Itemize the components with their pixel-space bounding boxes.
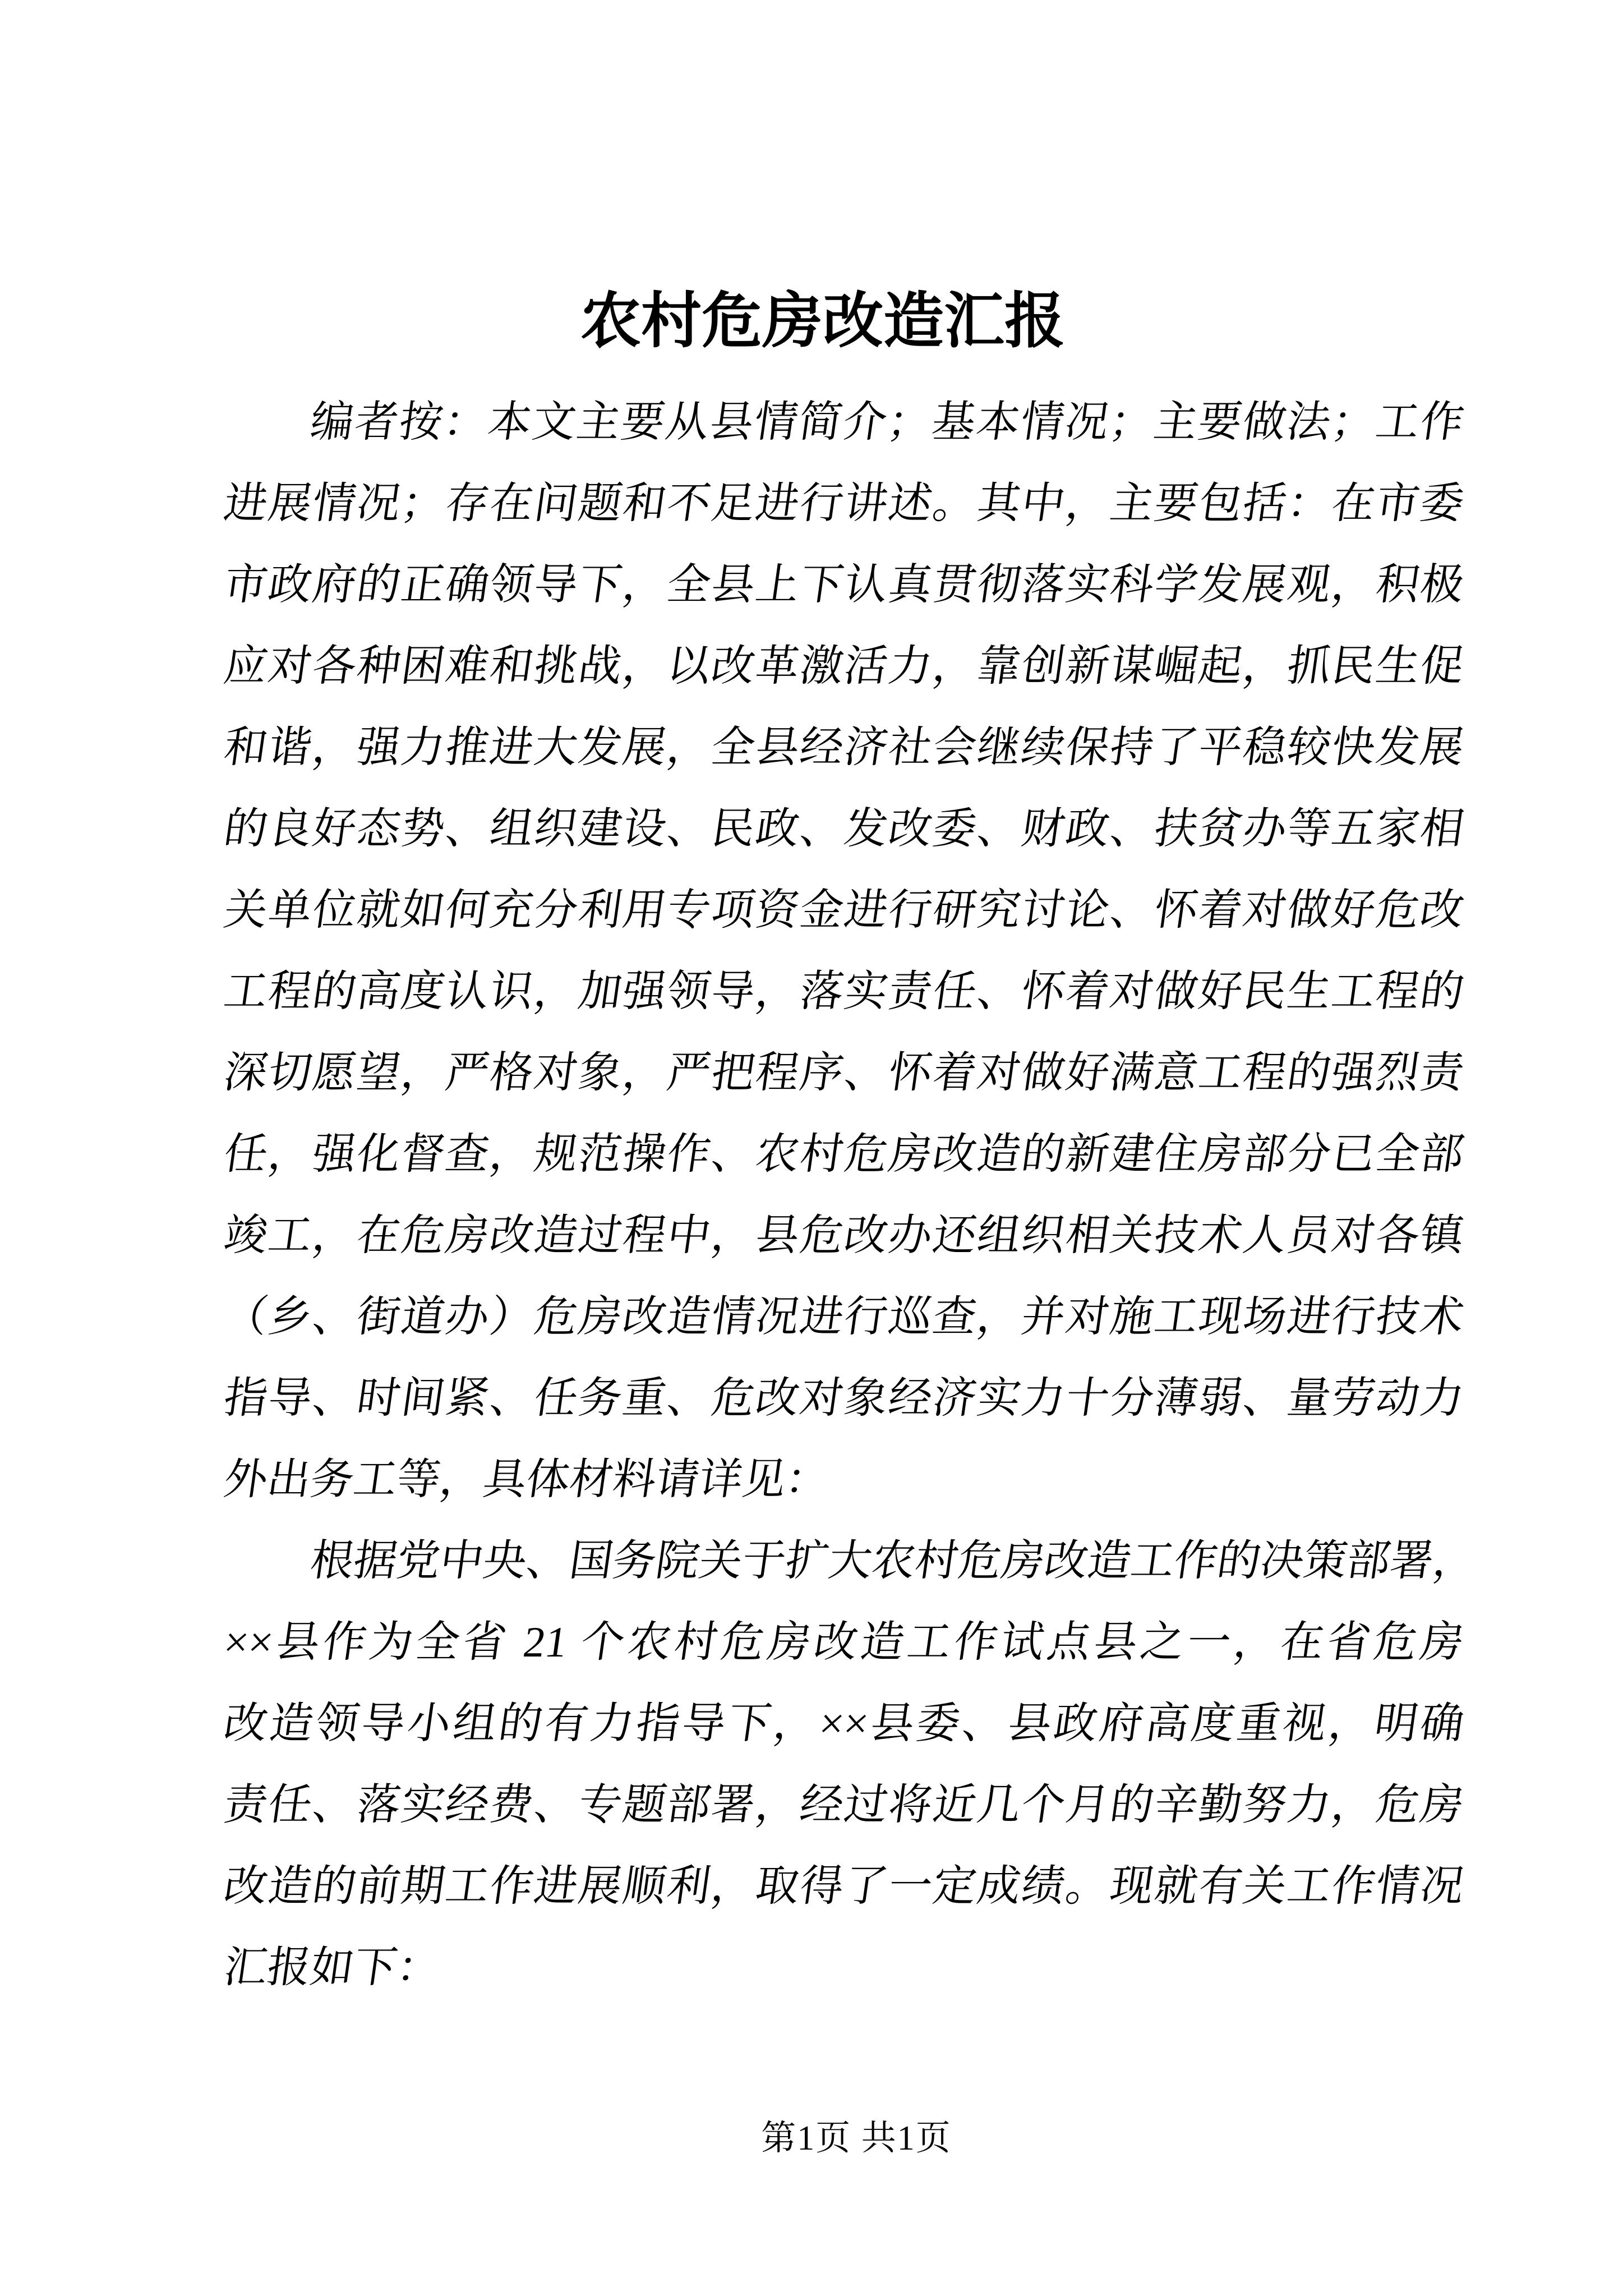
body-line: 工程的高度认识，加强领导，落实责任、怀着对做好民生工程的 — [221, 967, 1468, 1015]
document-body — [221, 381, 1481, 2008]
body-line: 汇报如下： — [221, 1943, 444, 1991]
body-line: 任，强化督查，规范操作、农村危房改造的新建住房部分已全部 — [221, 1130, 1468, 1178]
body-line: ××县作为全省 21 个农村危房改造工作试点县之一，在省危房 — [221, 1618, 1468, 1666]
body-line: 和谐，强力推进大发展，全县经济社会继续保持了平稳较快发展 — [221, 723, 1468, 771]
page-footer — [90, 2119, 1623, 2157]
paragraph — [221, 1520, 1481, 2008]
page-number-text: 第1页 共1页 — [761, 2119, 952, 2157]
body-line: 编者按：本文主要从县情简介；基本情况；主要做法；工作 — [307, 398, 1468, 446]
body-line: 竣工，在危房改造过程中，县危改办还组织相关技术人员对各镇 — [221, 1211, 1468, 1259]
paragraph — [221, 381, 1468, 1520]
body-line: 根据党中央、国务院关于扩大农村危房改造工作的决策部署， — [307, 1536, 1481, 1585]
page-title: 农村危房改造汇报 — [580, 288, 1065, 355]
body-line: 应对各种困难和挑战，以改革激活力，靠创新谋崛起，抓民生促 — [221, 642, 1468, 690]
body-line: 市政府的正确领导下，全县上下认真贯彻落实科学发展观，积极 — [221, 560, 1468, 609]
body-line: 责任、落实经费、专题部署，经过将近几个月的辛勤努力，危房 — [221, 1780, 1468, 1829]
body-line: 外出务工等，具体材料请详见： — [221, 1455, 833, 1503]
body-line: 的良好态势、组织建设、民政、发改委、财政、扶贫办等五家相 — [221, 804, 1468, 853]
body-line: 深切愿望，严格对象，严把程序、怀着对做好满意工程的强烈责 — [221, 1048, 1468, 1097]
body-line: 改造领导小组的有力指导下，××县委、县政府高度重视，明确 — [221, 1699, 1468, 1747]
body-line: 改造的前期工作进展顺利，取得了一定成绩。现就有关工作情况 — [221, 1862, 1468, 1910]
body-line: 关单位就如何充分利用专项资金进行研究讨论、怀着对做好危改 — [221, 886, 1468, 934]
body-line: 进展情况；存在问题和不足进行讲述。其中，主要包括：在市委 — [221, 479, 1468, 527]
body-line: 指导、时间紧、任务重、危改对象经济实力十分薄弱、量劳动力 — [221, 1374, 1468, 1422]
body-line: （乡、街道办）危房改造情况进行巡查，并对施工现场进行技术 — [221, 1292, 1468, 1341]
